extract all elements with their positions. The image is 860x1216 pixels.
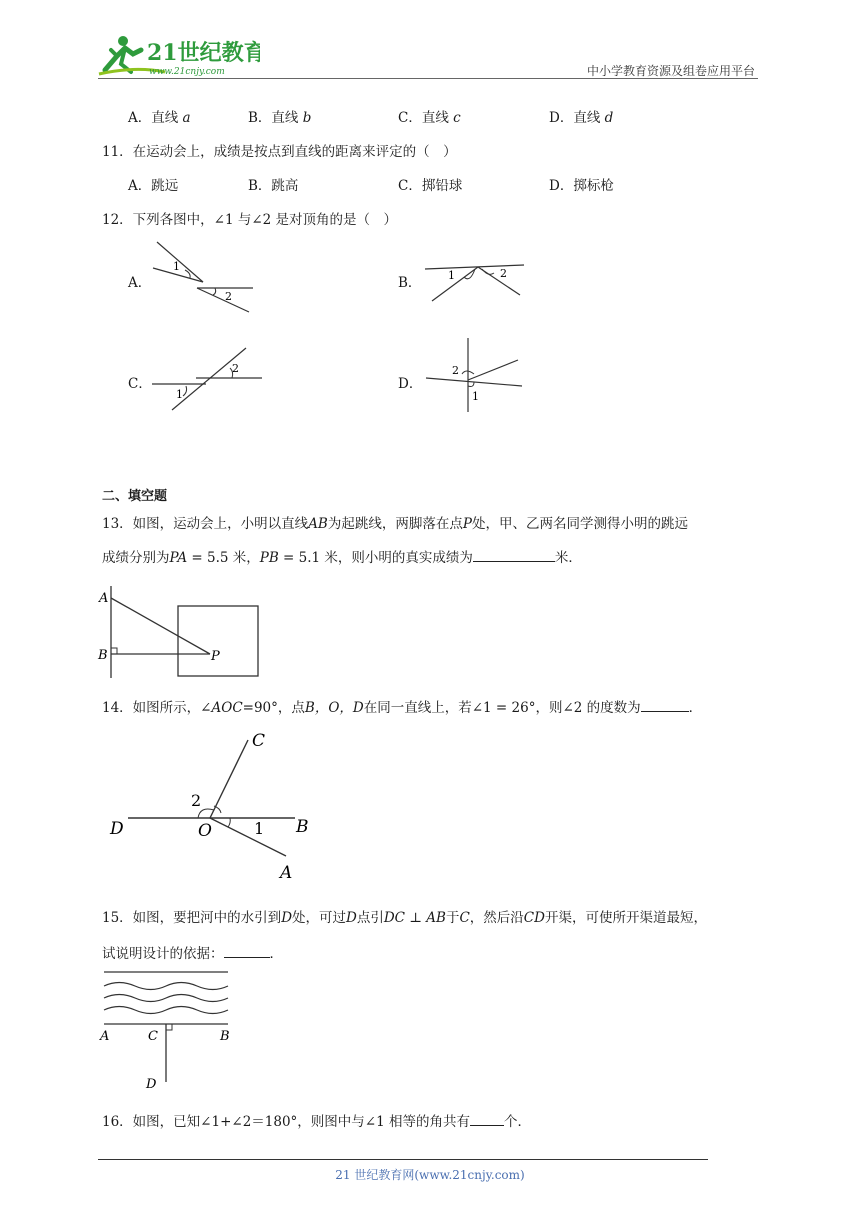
footer-site-link[interactable]: 21 世纪教育网(www.21cnjy.com) [335, 1168, 525, 1182]
q11-option-b[interactable]: B．跳高 [248, 178, 299, 194]
q11-option-a[interactable]: A．跳远 [128, 178, 179, 194]
logo-url: www.21cnjy.com [149, 67, 225, 77]
q16-stem: 16．如图，已知∠1+∠2＝180°，则图中与∠1 相等的角共有 个． [102, 1110, 531, 1130]
q10-option-c[interactable]: C．直线 c [398, 110, 461, 126]
q12-figure-b [420, 255, 530, 305]
svg-text:A: A [100, 1029, 110, 1044]
q12-stem: 12．下列各图中，∠1 与∠2 是对顶角的是（ ） [102, 212, 398, 228]
header-divider [98, 78, 758, 79]
svg-text:2: 2 [225, 290, 232, 303]
svg-text:O: O [198, 821, 212, 841]
q15-stem-line2: 试说明设计的依据： ． [102, 942, 283, 962]
q10-option-b[interactable]: B．直线 b [248, 110, 312, 126]
svg-text:C: C [148, 1029, 158, 1044]
q12-figure-c [150, 336, 265, 416]
svg-text:C: C [252, 731, 266, 751]
q12-option-d-label[interactable]: D． [398, 376, 423, 392]
q13-answer-blank[interactable] [473, 547, 555, 562]
q10-option-a[interactable]: A．直线 a [128, 110, 191, 126]
svg-text:P: P [211, 649, 220, 664]
q13-figure [95, 580, 270, 680]
svg-text:B: B [220, 1029, 230, 1044]
q13-stem-line1: 13．如图，运动会上，小明以直线AB为起跳线，两脚落在点P处，甲、乙两名同学测得小明的跳远 [102, 516, 688, 532]
svg-text:1: 1 [472, 390, 479, 403]
section-title-fill-blank: 二、填空题 [102, 489, 168, 504]
q12-option-c-label[interactable]: C． [128, 376, 152, 392]
svg-text:A: A [280, 863, 293, 883]
q15-figure [96, 966, 246, 1094]
logo-title: 21世纪教育 [147, 40, 260, 66]
site-logo[interactable] [95, 30, 260, 80]
svg-text:D: D [146, 1077, 157, 1092]
footer-divider [98, 1159, 708, 1160]
q14-figure [100, 726, 330, 886]
q10-option-d[interactable]: D．直线 d [549, 110, 614, 126]
q13-stem-line2: 成绩分别为PA = 5.5 米，PB = 5.1 米，则小明的真实成绩为 米． [102, 546, 582, 566]
q11-stem: 11．在运动会上，成绩是按点到直线的距离来评定的（ ） [102, 144, 457, 160]
q15-stem-line1: 15．如图，要把河中的水引到D处，可过D点引DC ⊥ AB于C，然后沿CD开渠，可使所开渠道最短， [102, 910, 707, 926]
q12-option-a-label[interactable]: A． [128, 275, 152, 291]
svg-text:2: 2 [452, 364, 459, 377]
svg-text:1: 1 [173, 260, 180, 273]
svg-text:1: 1 [254, 819, 265, 838]
svg-text:1: 1 [448, 269, 455, 282]
q12-figure-d [422, 334, 527, 414]
q16-answer-blank[interactable] [470, 1111, 504, 1126]
q12-option-b-label[interactable]: B． [398, 275, 422, 291]
svg-text:2: 2 [232, 362, 239, 375]
q14-answer-blank[interactable] [641, 697, 689, 712]
q12-figure-a [145, 238, 260, 318]
svg-text:2: 2 [500, 267, 507, 280]
svg-text:2: 2 [191, 791, 202, 810]
svg-text:B: B [98, 648, 108, 663]
q11-option-d[interactable]: D．掷标枪 [549, 178, 614, 194]
svg-text:B: B [296, 817, 309, 837]
q15-answer-blank[interactable] [224, 943, 270, 958]
svg-text:A: A [99, 591, 109, 606]
q14-stem: 14．如图所示，∠AOC=90°，点B，O，D在同一直线上，若∠1 = 26°，则∠2 的度数为 ． [102, 696, 702, 716]
header-platform-text: 中小学教育资源及组卷应用平台 [586, 64, 755, 78]
svg-text:1: 1 [176, 388, 183, 401]
q11-option-c[interactable]: C．掷铅球 [398, 178, 463, 194]
svg-text:D: D [110, 819, 124, 839]
